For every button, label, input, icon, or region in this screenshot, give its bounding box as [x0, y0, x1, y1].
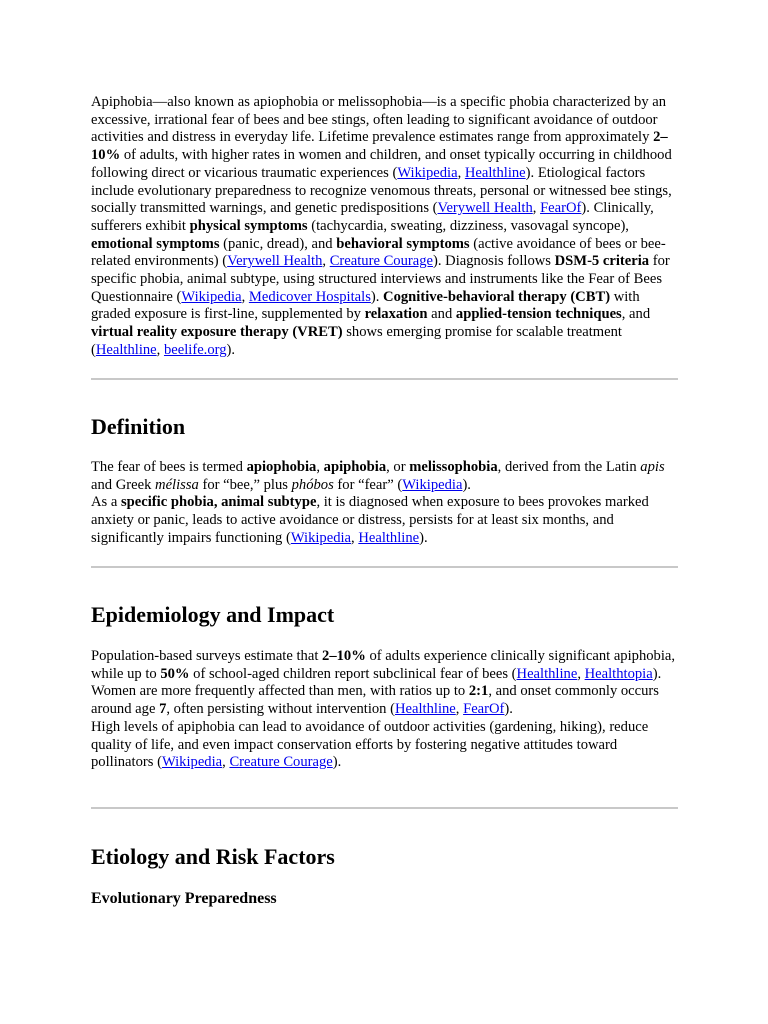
italic-text: mélissa	[155, 476, 199, 493]
text: , and	[621, 306, 651, 323]
link-healthline[interactable]: Healthline	[464, 164, 526, 181]
text: Apiphobia—also known as apiophobia or melissophobia—is a specific phobia characterized by an excessive, irrational fear of bees and bee stings, often leading to significant avoidance of outdoor activities and distress in everyday life. Lifetime prevalence estimates range from approximately	[91, 94, 667, 146]
text: ).	[370, 288, 384, 305]
text: ).	[504, 701, 513, 718]
text: ,	[316, 459, 324, 475]
link-healthline[interactable]: Healthline	[394, 701, 456, 718]
text: As a	[91, 494, 121, 511]
epidemiology-body	[91, 648, 678, 772]
section-divider	[91, 378, 678, 380]
bold-text: emotional symptoms	[91, 235, 220, 252]
bold-text: 50%	[160, 665, 190, 682]
text: ,	[322, 253, 330, 270]
text: (active avoidance of bees or bee-related environments) (	[91, 235, 666, 270]
bold-text: Cognitive-behavioral therapy (CBT)	[383, 288, 611, 305]
text: (panic, dread), and	[219, 235, 337, 252]
text: , and onset commonly occurs around age	[91, 683, 659, 718]
intro-paragraph	[91, 94, 678, 360]
bold-text: physical symptoms	[189, 217, 308, 234]
text: High levels of apiphobia can lead to avoidance of outdoor activities (gardening, hiking), reduce quality of life, and even impact conservation efforts by fostering negative attitudes toward pollinators (	[91, 718, 649, 771]
text: Population-based surveys estimate that	[91, 648, 323, 664]
link-healthline[interactable]: Healthline	[358, 529, 420, 546]
text: ,	[457, 164, 465, 181]
text: , it is diagnosed when exposure to bees provokes marked anxiety or panic, leads to active avoidance or distress, persists for at least six months, and significantly impairs functioning (	[91, 494, 649, 546]
italic-text: apis	[640, 459, 665, 475]
link-medicover-hospitals[interactable]: Medicover Hospitals	[248, 288, 371, 305]
bold-text: melissophobia	[409, 459, 498, 475]
text: with graded exposure is first-line, supplemented by	[91, 288, 640, 323]
bold-text: relaxation	[364, 306, 428, 323]
bold-text: 7	[159, 701, 167, 718]
epidemiology-paragraph-2	[91, 683, 678, 718]
text: ,	[156, 341, 164, 358]
link-healthline[interactable]: Healthline	[95, 341, 157, 358]
italic-text: phóbos	[291, 476, 334, 493]
text: ).	[652, 665, 662, 682]
bold-text: 2–10%	[91, 129, 668, 164]
text: of adults experience clinically significant apiphobia, while up to	[91, 648, 676, 682]
link-fearof[interactable]: FearOf	[463, 701, 505, 718]
section-divider	[91, 807, 678, 809]
text: ).	[462, 476, 471, 493]
text: ). Clinically, sufferers exhibit	[91, 200, 654, 234]
text: for “bee,” plus	[198, 476, 292, 493]
subheading-evolutionary-preparedness: Evolutionary Preparedness	[91, 890, 277, 907]
text: , or	[386, 459, 410, 475]
link-wikipedia[interactable]: Wikipedia	[402, 476, 463, 493]
text: Women are more frequently affected than men, with ratios up to	[91, 683, 469, 700]
link-healthtopia[interactable]: Healthtopia	[584, 665, 653, 682]
link-creature-courage[interactable]: Creature Courage	[329, 253, 434, 270]
bold-text: apiphobia	[323, 459, 387, 475]
bold-text: applied-tension techniques	[455, 306, 622, 323]
bold-text: specific phobia, animal subtype	[121, 494, 317, 511]
text: , derived from the Latin	[497, 459, 641, 475]
definition-paragraph-1	[91, 459, 678, 494]
text: ,	[351, 529, 359, 546]
link-creature-courage[interactable]: Creature Courage	[229, 754, 333, 771]
definition-body	[91, 459, 678, 548]
text: ).	[419, 529, 428, 546]
text: , often persisting without intervention (	[166, 701, 395, 718]
section-heading-etiology: Etiology and Risk Factors	[91, 844, 335, 869]
bold-text: virtual reality exposure therapy (VRET)	[91, 324, 343, 341]
text: ). Etiological factors include evolutionary preparedness to recognize venomous threats, personal or witnessed bee stings, socially transmitted warnings, and genetic predispositions (	[91, 164, 672, 217]
text: of school-aged children report subclinical fear of bees (	[189, 665, 517, 682]
link-wikipedia[interactable]: Wikipedia	[397, 164, 458, 181]
text: ,	[532, 200, 541, 217]
text: for “fear” (	[333, 476, 403, 493]
epidemiology-paragraph-1	[91, 648, 678, 683]
text: shows emerging promise for scalable treatment (	[91, 324, 622, 358]
text: The fear of bees is termed	[91, 459, 247, 475]
link-healthline[interactable]: Healthline	[516, 665, 578, 682]
bold-text: 2–10%	[322, 648, 366, 664]
bold-text: DSM-5 criteria	[554, 253, 650, 270]
epidemiology-paragraph-3	[91, 719, 678, 772]
text: and	[427, 306, 456, 323]
bold-text: behavioral symptoms	[336, 235, 470, 252]
text: ).	[226, 341, 236, 358]
text: ,	[577, 665, 585, 682]
text: and Greek	[91, 476, 156, 493]
text: ). Diagnosis follows	[433, 253, 555, 270]
link-wikipedia[interactable]: Wikipedia	[181, 288, 242, 305]
link-verywell-health[interactable]: Verywell Health	[437, 200, 533, 217]
bold-text: 2:1	[468, 683, 489, 700]
section-divider	[91, 566, 678, 568]
link-wikipedia[interactable]: Wikipedia	[290, 529, 352, 546]
section-heading-epidemiology: Epidemiology and Impact	[91, 602, 335, 627]
text: of adults, with higher rates in women and children, and onset typically occurring in childhood following direct or vicarious traumatic experiences (	[91, 147, 672, 181]
link-wikipedia[interactable]: Wikipedia	[161, 754, 223, 771]
link-verywell-health[interactable]: Verywell Health	[227, 253, 323, 270]
text: ).	[332, 754, 342, 771]
text: ,	[241, 288, 249, 305]
definition-paragraph-2	[91, 494, 678, 547]
link-fearof[interactable]: FearOf	[540, 200, 582, 217]
bold-text: apiophobia	[246, 459, 317, 475]
text: ,	[222, 754, 230, 771]
section-heading-definition: Definition	[91, 414, 186, 439]
text: for specific phobia, animal subtype, using structured interviews and instruments like the Fear of Bees Questionnaire (	[91, 253, 670, 305]
text: (tachycardia, sweating, dizziness, vasovagal syncope),	[307, 217, 629, 234]
text: ,	[455, 701, 464, 718]
link-beelife[interactable]: beelife.org	[163, 341, 227, 358]
